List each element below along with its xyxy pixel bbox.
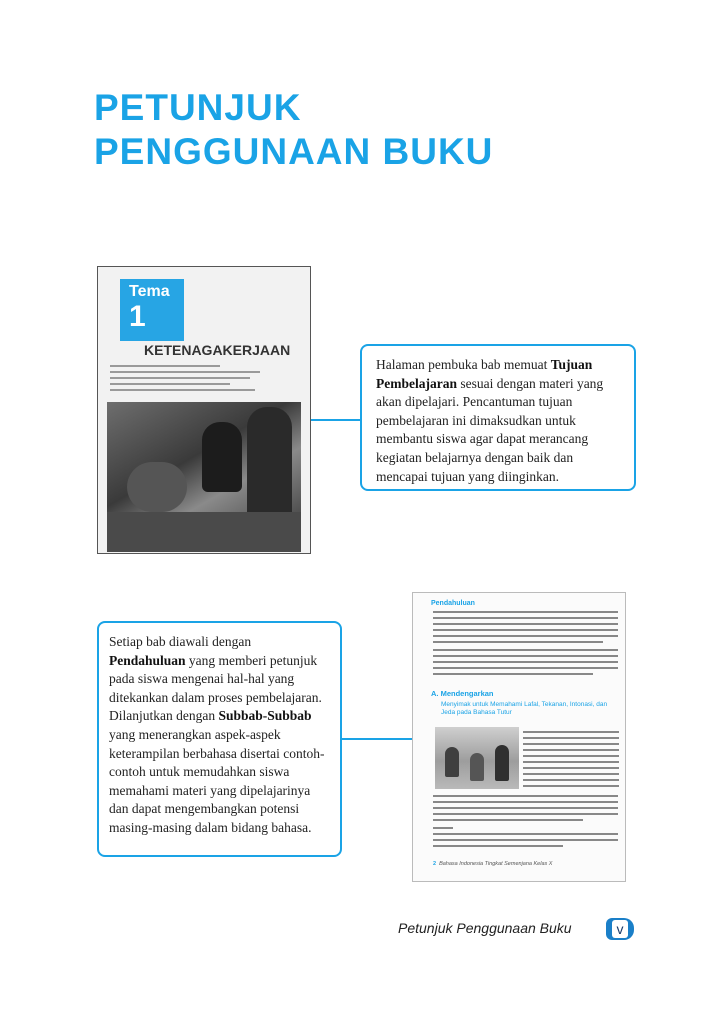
callout2-text-pre: Setiap bab diawali dengan: [109, 634, 252, 649]
thumb-section-title: A. Mendengarkan: [431, 689, 494, 698]
tema-label: Tema: [129, 283, 170, 300]
callout2-bold2: Subbab-Subbab: [218, 708, 312, 724]
thumb-footer-text: Bahasa Indonesia Tingkat Semenjana Kelas X: [439, 861, 553, 867]
chapter-photo: [107, 402, 301, 552]
page-number-badge: [606, 918, 634, 940]
page-title-line2: PENGGUNAAN BUKU: [94, 131, 494, 172]
callout-learning-objectives: [360, 344, 636, 491]
callout-introduction: [97, 621, 342, 857]
thumb-footer: [433, 861, 552, 867]
content-page-thumbnail: [412, 592, 626, 882]
chapter-opener-thumbnail: [97, 266, 311, 554]
thumb-subsection-title: Menyimak untuk Memahami Lafal, Tekanan, Intonasi, dan Jeda pada Bahasa Tutur: [441, 701, 608, 716]
footer-title: Petunjuk Penggunaan Buku: [398, 920, 572, 936]
thumb-footer-page: 2: [433, 861, 437, 867]
page-title: [94, 86, 493, 174]
page-title-line1: PETUNJUK: [94, 87, 302, 128]
thumb-photo: [435, 727, 519, 789]
page-number: v: [612, 920, 628, 938]
objectives-text-lines: [110, 365, 260, 395]
callout2-text-post: yang menerangkan aspek-aspek keterampilan berbahasa disertai contoh-contoh untuk memudahkan siswa memahami materi yang dipelajarinya dan dapat mengembangkan potensi masing-masing dalam bidang bahasa.: [109, 726, 325, 835]
callout2-text-mid: yang memberi petunjuk pada siswa mengenai hal-hal yang ditekankan dalam proses pembelajaran. Dilanjutkan dengan: [109, 652, 322, 724]
thumb-heading: Pendahuluan: [431, 600, 475, 607]
callout1-text-pre: Halaman pembuka bab memuat: [376, 357, 551, 372]
callout2-connector: [342, 738, 413, 740]
callout2-bold1: Pendahuluan: [109, 652, 186, 668]
tema-badge: [120, 279, 184, 341]
callout1-bold: Tujuan Pembelajaran: [376, 357, 593, 391]
callout1-connector: [311, 419, 361, 421]
chapter-title: KETENAGAKERJAAN: [144, 342, 291, 358]
tema-number: 1: [129, 300, 146, 333]
callout1-text-post: sesuai dengan materi yang akan dipelajari. Pencantuman tujuan pembelajaran ini dimaksudkan untuk membantu siswa agar dapat merancang kegiatan belajarnya dengan baik dan mencapai tujuan yang diinginkan.: [376, 375, 604, 484]
